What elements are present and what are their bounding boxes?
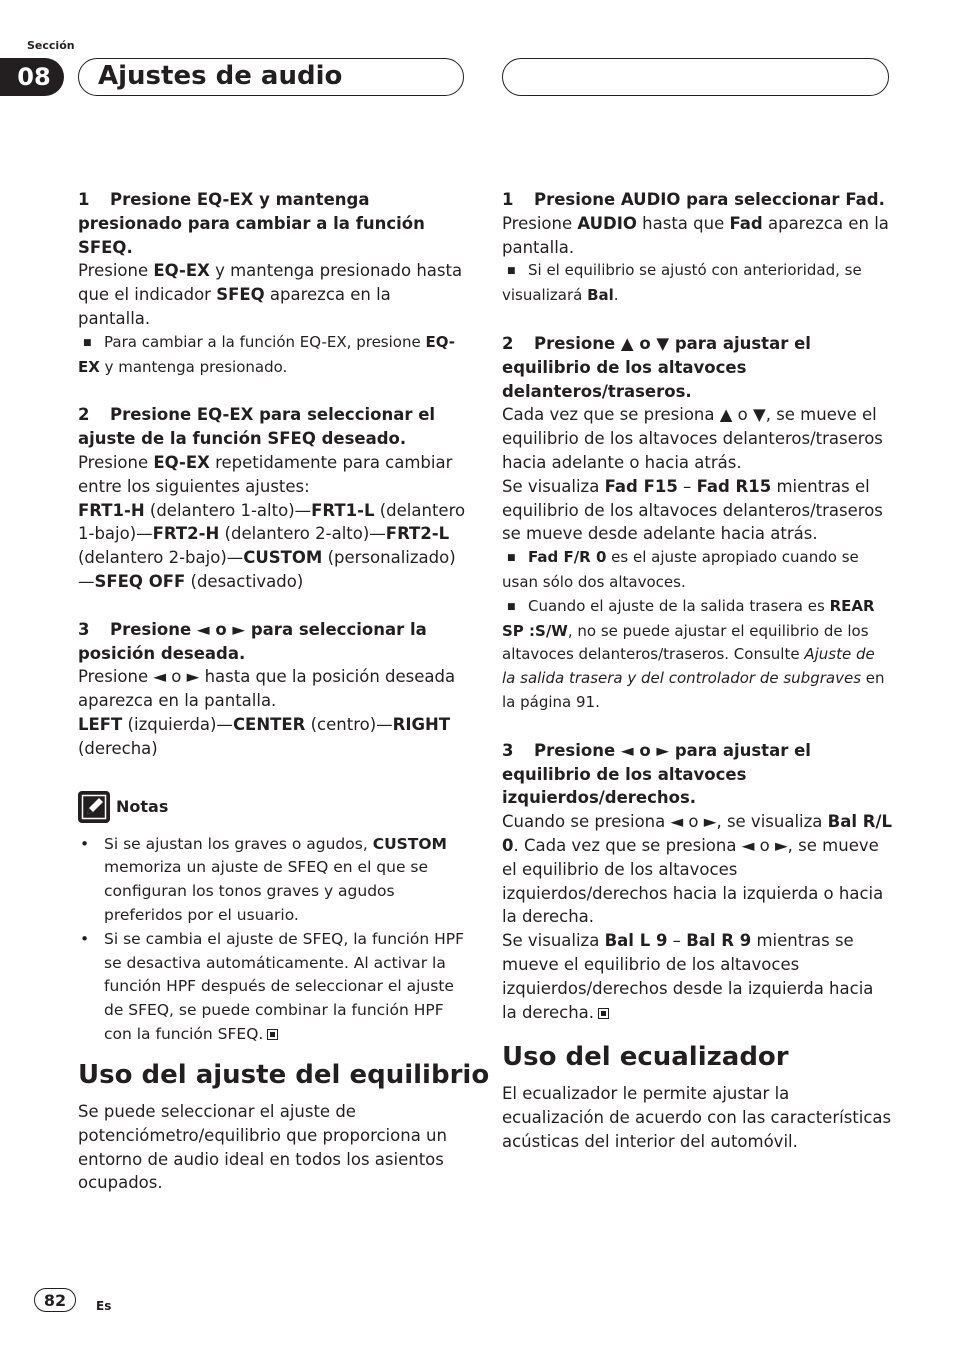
r-step-2-note2: ■ Cuando el ajuste de la salida trasera es REAR SP :S/W, no se puede ajustar el equilibrio de los altavoces delanteros/traseros. Consulte Ajuste de la salida trasera y del controlador de subgraves en la página 91. [502, 595, 892, 715]
step-3-body: Presione ◄ o ► hasta que la posición deseada aparezca en la pantalla. [78, 667, 456, 711]
r-step-3-heading: 3 Presione ◄ o ► para ajustar el equilibrio de los altavoces izquierdos/derechos. [502, 740, 811, 808]
r-step-2-body2: Se visualiza Fad F15 – Fad R15 mientras el equilibrio de los altavoces delanteros/traseros se mueve desde adelante hacia atrás. [502, 476, 883, 544]
end-mark-icon [598, 1008, 609, 1019]
left-column [78, 188, 468, 1047]
step-2-heading: 2 Presione EQ-EX para seleccionar el ajuste de la función SFEQ deseado. [78, 405, 436, 449]
step-3-positions: LEFT (izquierda)—CENTER (centro)—RIGHT (derecha) [78, 714, 451, 758]
section-body-equalizer: El ecualizador le permite ajustar la ecualización de acuerdo con las características acústicas del interior del automóvil. [502, 1084, 892, 1151]
step-3-heading: 3 Presione ◄ o ► para seleccionar la posición deseada. [78, 619, 427, 663]
page-title: Ajustes de audio [98, 61, 343, 91]
pencil-icon [78, 791, 110, 823]
r-step-1-heading: 1 Presione AUDIO para seleccionar Fad. [502, 190, 885, 209]
r-step-2-body1: Cada vez que se presiona ▲ o ▼, se mueve el equilibrio de los altavoces delanteros/traseros hacia adelante o hacia atrás. [502, 405, 883, 472]
r-step-2-heading: 2 Presione ▲ o ▼ para ajustar el equilibrio de los altavoces delanteros/traseros. [502, 333, 811, 401]
notes-list [78, 833, 468, 1047]
step-1-heading: 1 Presione EQ-EX y mantenga presionado para cambiar a la función SFEQ. [78, 190, 425, 257]
notes-title: Notas [116, 796, 169, 816]
step-1-body: Presione EQ-EX y mantenga presionado hasta que el indicador SFEQ aparezca en la pantalla. [78, 261, 463, 328]
end-mark-icon [267, 1029, 278, 1040]
notes-header [78, 791, 468, 823]
r-step-2-note1: ■ Fad F/R 0 es el ajuste apropiado cuando se usan sólo dos altavoces. [502, 546, 892, 595]
step-2-body: Presione EQ-EX repetidamente para cambiar entre los siguientes ajustes: [78, 452, 453, 496]
header-empty-frame [502, 58, 889, 96]
note-item: • Si se cambia el ajuste de SFEQ, la función HPF se desactiva automáticamente. Al activar la función HPF después de seleccionar el ajuste de SFEQ, se puede combinar la función HPF con la función SFEQ. [78, 928, 468, 1047]
section-label: Sección [27, 39, 75, 52]
step-2-options: FRT1-H (delantero 1-alto)—FRT1-L (delantero 1-bajo)—FRT2-H (delantero 2-alto)—FRT2-L (delantero 2-bajo)—CUSTOM (personalizado) —SFEQ OFF (desactivado) [78, 500, 466, 591]
r-step-1-body: Presione AUDIO hasta que Fad aparezca en la pantalla. [502, 213, 889, 257]
r-step-3-body1: Cuando se presiona ◄ o ►, se visualiza Bal R/L 0. Cada vez que se presiona ◄ o ►, se mueve el equilibrio de los altavoces izquierdos/derechos hacia la izquierda o hacia la derecha. [502, 812, 892, 927]
r-step-3-body2: Se visualiza Bal L 9 – Bal R 9 mientras se mueve el equilibrio de los altavoces izquierdos/derechos desde la izquierda hacia la derecha. [502, 931, 874, 1022]
section-title-equalizer: Uso del ecualizador [502, 1042, 789, 1072]
note-item: • Si se ajustan los graves o agudos, CUSTOM memoriza un ajuste de SFEQ en el que se configuran los tonos graves y agudos preferidos por el usuario. [78, 833, 468, 928]
section-title-balance: Uso del ajuste del equilibrio [78, 1060, 490, 1090]
section-body-balance: Se puede seleccionar el ajuste de potenciómetro/equilibrio que proporciona un entorno de audio ideal en todos los asientos ocupados. [78, 1102, 447, 1193]
step-1-note: ■ Para cambiar a la función EQ-EX, presione EQ-EX y mantenga presionado. [78, 331, 468, 380]
right-column [502, 188, 892, 1024]
language-code: Es [96, 1299, 112, 1313]
r-step-1-note: ■ Si el equilibrio se ajustó con anterioridad, se visualizará Bal. [502, 259, 892, 308]
page-number: 82 [34, 1288, 76, 1312]
section-number-badge: 08 [0, 58, 64, 96]
